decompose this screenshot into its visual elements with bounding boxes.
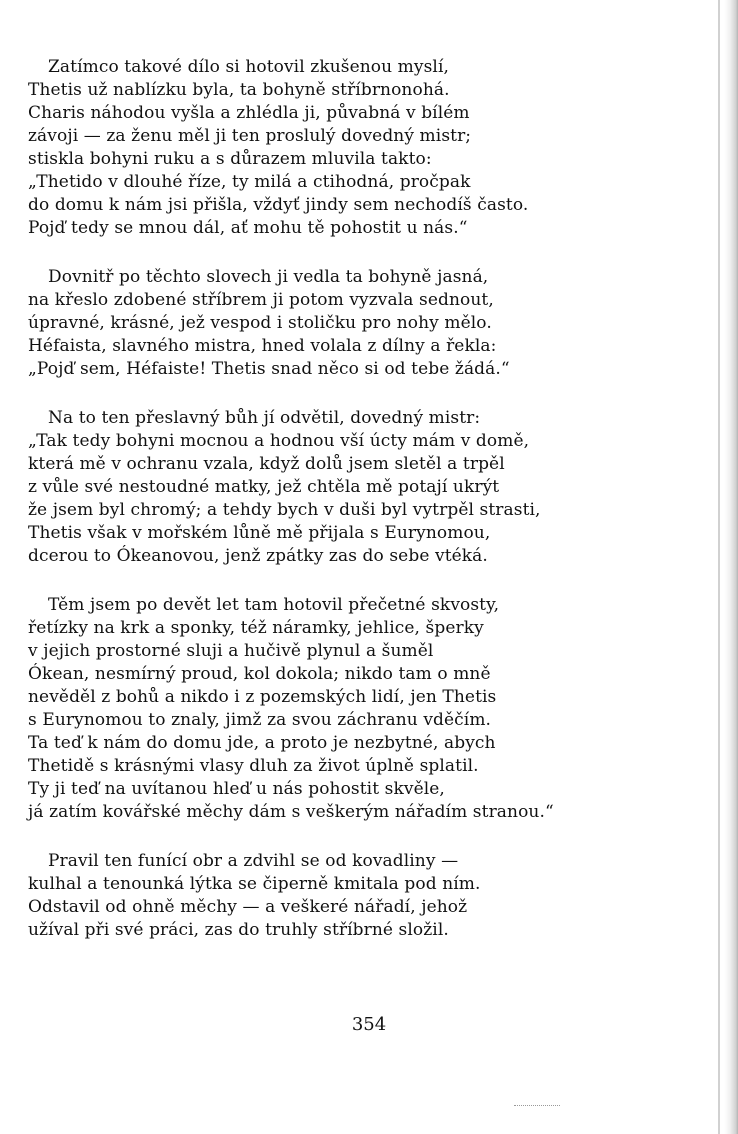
verse-line: s Eurynomou to znaly, jimž za svou záchranu vděčím. bbox=[28, 710, 492, 730]
verse-line: Thetidě s krásnými vlasy dluh za život úplně splatil. bbox=[28, 756, 479, 776]
verse-line: závoji — za ženu měl ji ten proslulý dovedný mistr; bbox=[28, 126, 472, 146]
verse-line: „Tak tedy bohyni mocnou a hodnou vší úcty mám v domě, bbox=[28, 431, 530, 451]
stanza-5 bbox=[28, 850, 708, 942]
verse-line: já zatím kovářské měchy dám s veškerým nářadím stranou.“ bbox=[28, 802, 554, 822]
print-speck bbox=[514, 1105, 560, 1108]
verse-line: na křeslo zdobené stříbrem ji potom vyzvala sednout, bbox=[28, 290, 494, 310]
verse-line: Pojď tedy se mnou dál, ať mohu tě pohostit u nás.“ bbox=[28, 218, 468, 238]
verse-line: Pravil ten funící obr a zdvihl se od kovadliny — bbox=[48, 851, 459, 871]
verse-line: Ty ji teď na uvítanou hleď u nás pohostit skvěle, bbox=[28, 779, 445, 799]
verse-line: Těm jsem po devět let tam hotovil přečetné skvosty, bbox=[48, 595, 500, 615]
verse-line: dcerou to Ókeanovou, jenž zpátky zas do sebe vtéká. bbox=[28, 546, 488, 566]
verse-line: Charis náhodou vyšla a zhlédla ji, půvabná v bílém bbox=[28, 103, 470, 123]
verse-line: Odstavil od ohně měchy — a veškeré nářadí, jehož bbox=[28, 897, 468, 917]
verse-line: nevěděl z bohů a nikdo i z pozemských lidí, jen Thetis bbox=[28, 687, 497, 707]
verse-line: Ókean, nesmírný proud, kol dokola; nikdo tam o mně bbox=[28, 664, 491, 684]
stanza-2 bbox=[28, 266, 708, 381]
verse-line: Thetis však v mořském lůně mě přijala s Eurynomou, bbox=[28, 523, 491, 543]
verse-line: kulhal a tenounká lýtka se čiperně kmitala pod ním. bbox=[28, 874, 481, 894]
verse-line: Ta teď k nám do domu jde, a proto je nezbytné, abych bbox=[28, 733, 496, 753]
verse-line: která mě v ochranu vzala, když dolů jsem sletěl a trpěl bbox=[28, 454, 505, 474]
verse-line: Thetis už nablízku byla, ta bohyně stříbrnonohá. bbox=[28, 80, 450, 100]
verse-line: v jejich prostorné sluji a hučivě plynul a šuměl bbox=[28, 641, 434, 661]
verse-line: řetízky na krk a sponky, též náramky, jehlice, šperky bbox=[28, 618, 484, 638]
verse-line: Na to ten přeslavný bůh jí odvětil, dovedný mistr: bbox=[48, 408, 481, 428]
verse-line: Héfaista, slavného mistra, hned volala z dílny a řekla: bbox=[28, 336, 497, 356]
verse-line: Zatímco takové dílo si hotovil zkušenou myslí, bbox=[48, 57, 450, 77]
stanza-3 bbox=[28, 407, 708, 568]
poem-text bbox=[28, 56, 708, 968]
verse-line: „Pojď sem, Héfaiste! Thetis snad něco si od tebe žádá.“ bbox=[28, 359, 510, 379]
page-edge-shadow bbox=[724, 0, 738, 1134]
verse-line: úpravné, krásné, jež vespod i stoličku pro nohy mělo. bbox=[28, 313, 492, 333]
page-number: 354 bbox=[351, 1014, 387, 1035]
verse-line: do domu k nám jsi přišla, vždyť jindy sem nechodíš často. bbox=[28, 195, 529, 215]
verse-line: stiskla bohyni ruku a s důrazem mluvila takto: bbox=[28, 149, 432, 169]
verse-line: užíval při své práci, zas do truhly stříbrné složil. bbox=[28, 920, 449, 940]
stanza-1 bbox=[28, 56, 708, 240]
verse-line: „Thetido v dlouhé říze, ty milá a ctihodná, pročpak bbox=[28, 172, 471, 192]
verse-line: že jsem byl chromý; a tehdy bych v duši byl vytrpěl strasti, bbox=[28, 500, 541, 520]
verse-line: z vůle své nestoudné matky, jež chtěla mě potají ukrýt bbox=[28, 477, 500, 497]
stanza-4 bbox=[28, 594, 708, 824]
verse-line: Dovnitř po těchto slovech ji vedla ta bohyně jasná, bbox=[48, 267, 489, 287]
binding-edge-line bbox=[718, 0, 720, 1134]
